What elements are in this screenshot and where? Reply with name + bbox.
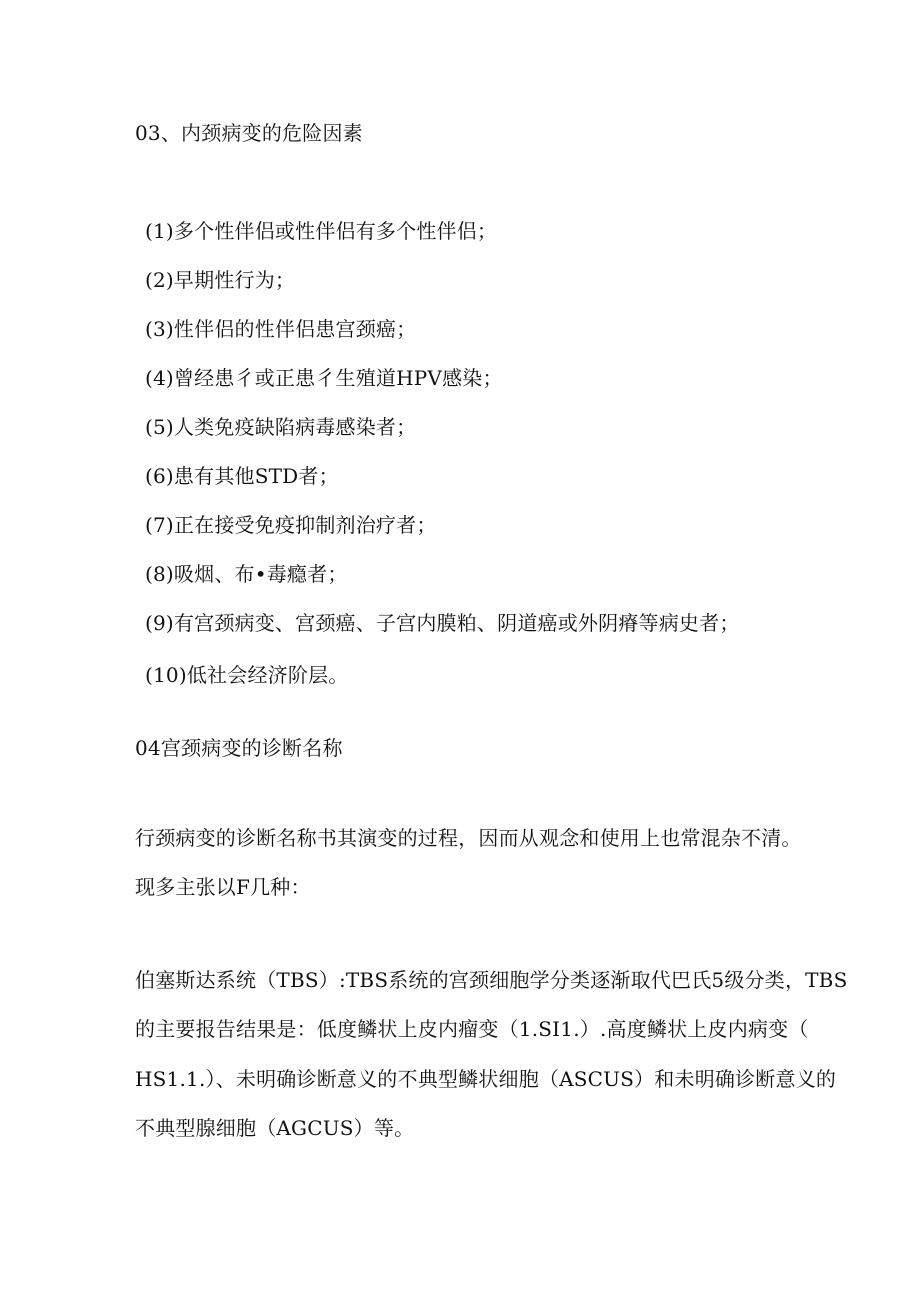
risk-factor-item: (5)人类免疫缺陷病毒感染者； <box>145 415 417 439</box>
risk-factor-item: (4)曾经患彳或正患彳生殖道HPV感染； <box>145 366 503 390</box>
tbs-paragraph-line: HS1.1.）、未明确诊断意义的不典型鳞状细胞（ASCUS）和未明确诊断意义的 <box>135 1067 837 1091</box>
tbs-paragraph-line: 不典型腺细胞（AGCUS）等。 <box>135 1116 415 1140</box>
tbs-paragraph-line: 的主要报告结果是：低度鳞状上皮内瘤变（1.SI1.）.高度鳞状上皮内病变（ <box>135 1017 809 1041</box>
risk-factor-item: (10)低社会经济阶层。 <box>145 663 349 687</box>
risk-factor-item: (3)性伴侣的性伴侣患宫颈癌； <box>145 317 417 341</box>
section-3-heading: 03、内颈病变的危险因素 <box>135 121 363 145</box>
risk-factor-item: (8)吸烟、布•毒瘾者； <box>145 562 348 586</box>
intro-paragraph-line: 现多主张以F几种： <box>135 875 311 899</box>
risk-factor-item: (7)正在接受免疫抑制剂治疗者； <box>145 513 437 537</box>
section-4-heading: 04宫颈病变的诊断名称 <box>135 736 343 760</box>
risk-factor-item: (9)有宫颈病变、宫颈癌、子宫内膜粕、阴道癌或外阴瘠等病史者； <box>145 611 740 635</box>
tbs-paragraph-line: 伯塞斯达系统（TBS）:TBS系统的宫颈细胞学分类逐渐取代巴氏5级分类，TBS <box>135 968 848 992</box>
risk-factor-item: (1)多个性伴侣或性伴侣有多个性伴侣； <box>145 219 498 243</box>
risk-factor-item: (6)患有其他STD者； <box>145 464 339 488</box>
intro-paragraph-line: 行颈病变的诊断名称书其演变的过程，因而从观念和使用上也常混杂不清。 <box>135 826 802 850</box>
risk-factor-item: (2)早期性行为； <box>145 268 296 292</box>
